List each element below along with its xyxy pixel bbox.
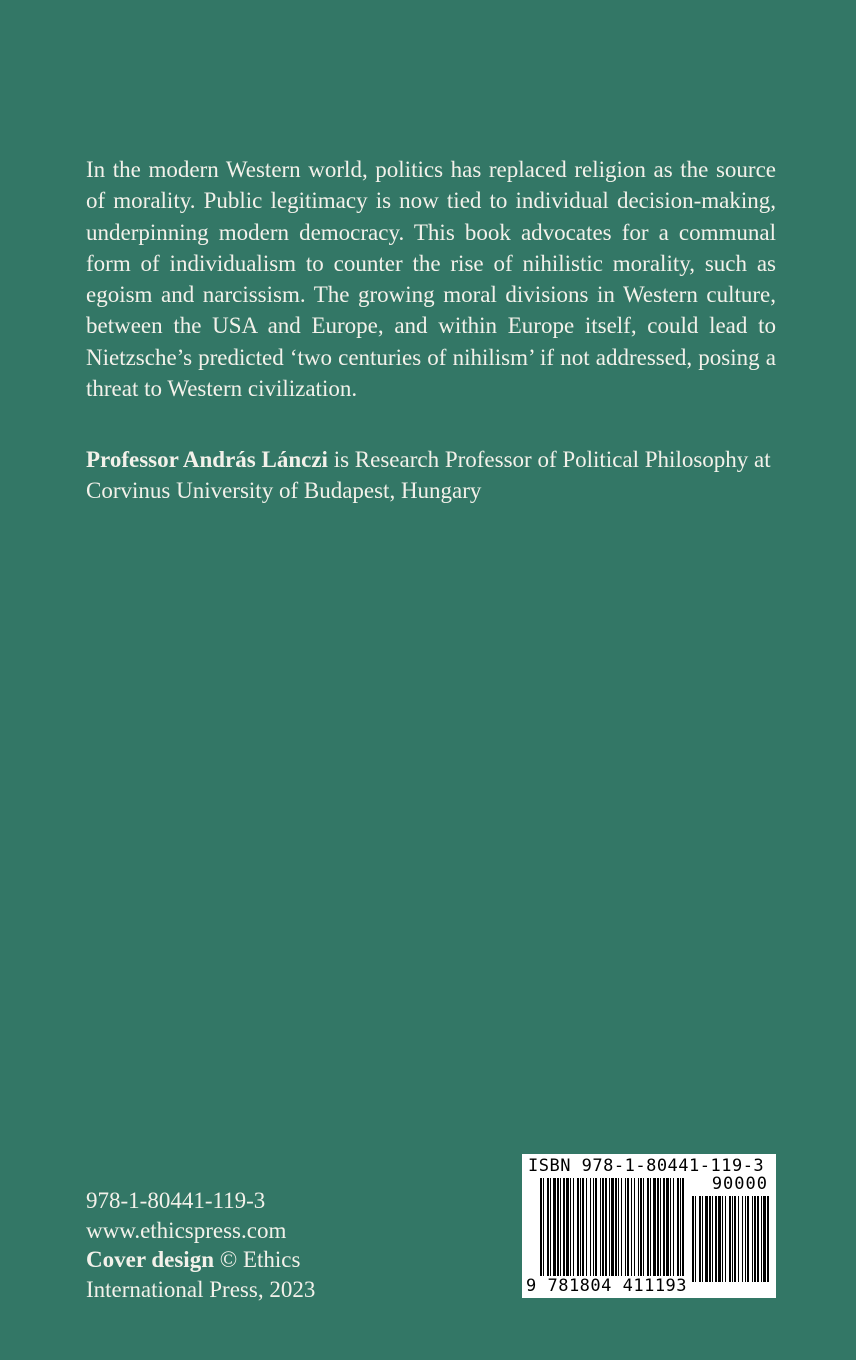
imprint-block: [86, 1186, 446, 1304]
isbn-text: 978-1-80441-119-3: [86, 1188, 266, 1213]
author-bio-text: is Research Professor of Political Philosophy at Corvinus University of Budapest, Hungary: [86, 447, 771, 504]
cover-credit-text: © Ethics: [214, 1247, 301, 1272]
back-cover-blurb: In the modern Western world, politics has replaced religion as the source of morality. Public legitimacy is now tied to individual decision-making, underpinning modern democracy. This book advocates for a communal form of individualism to counter the rise of nihilistic morality, such as egoism and narcissism. The growing moral divisions in Western culture, between the USA and Europe, and within Europe itself, could lead to Nietzsche’s predicted ‘two centuries of nihilism’ if not addressed, posing a threat to Western civilization.: [86, 157, 776, 402]
cover-credit: [86, 1245, 446, 1275]
publisher-website: www.ethicspress.com: [86, 1217, 287, 1243]
barcode-isbn-label: ISBN 978-1-80441-119-3: [528, 1156, 765, 1176]
barcode-ean-digits: 9 781804 411193: [526, 1276, 688, 1296]
isbn-barcode: [522, 1154, 776, 1298]
cover-credit-label: Cover design: [86, 1247, 214, 1272]
author-bio: [86, 444, 786, 507]
author-name: Professor András Lánczi: [86, 447, 328, 472]
barcode-addon-digits: 90000: [711, 1174, 768, 1194]
publisher-year: International Press, 2023: [86, 1276, 316, 1302]
